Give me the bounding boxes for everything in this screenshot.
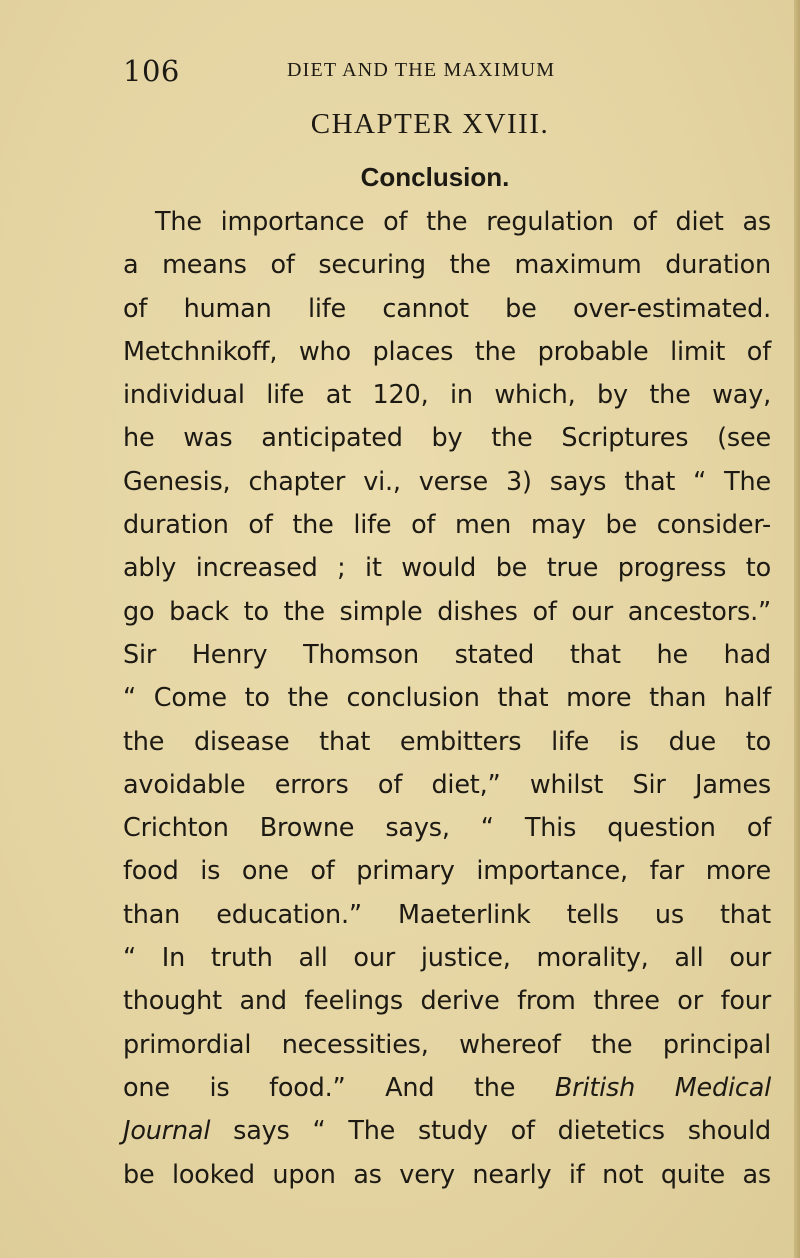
text-line: he was anticipated by the Scriptures (see: [123, 423, 771, 454]
running-head: [123, 54, 783, 94]
body-paragraph: [123, 201, 771, 1197]
page-number: 106: [123, 54, 180, 88]
text-line: Genesis, chapter vi., verse 3) says that “ The: [123, 466, 771, 497]
text-line: [123, 1110, 771, 1153]
text-line: “ In truth all our justice, morality, all our: [123, 943, 771, 974]
text-line: Sir Henry Thomson stated that he had: [123, 639, 771, 670]
text-line: of human life cannot be over-estimated.: [123, 293, 771, 324]
text-line: “ Come to the conclusion that more than half: [123, 683, 771, 714]
text-line: Metchnikoff, who places the probable limit of: [123, 336, 771, 367]
text-line: a means of securing the maximum duration: [123, 250, 771, 281]
text-line: thought and feelings derive from three or four: [123, 986, 771, 1017]
text-line: [123, 1067, 771, 1110]
text-line: individual life at 120, in which, by the way,: [123, 380, 771, 411]
running-title: DIET AND THE MAXIMUM: [287, 59, 556, 81]
journal-title-part: Journal: [123, 1116, 211, 1147]
text-line: primordial necessities, whereof the principal: [123, 1029, 771, 1060]
text-line: avoidable errors of diet,” whilst Sir James: [123, 769, 771, 800]
journal-title-part: British Medical: [554, 1072, 772, 1103]
text-line: food is one of primary importance, far more: [123, 856, 771, 887]
text-segment: says “ The study of dietetics should: [210, 1116, 771, 1147]
text-line: be looked upon as very nearly if not quite as: [123, 1159, 771, 1190]
text-line: ably increased ; it would be true progress to: [123, 553, 771, 584]
text-segment: one is food.” And the: [123, 1072, 555, 1103]
text-line: duration of the life of men may be consider-: [123, 510, 771, 541]
chapter-subtitle: Conclusion.: [360, 162, 510, 192]
text-line: Crichton Browne says, “ This question of: [123, 813, 771, 844]
text-line: go back to the simple dishes of our ancestors.”: [123, 596, 771, 627]
text-line: the disease that embitters life is due to: [123, 726, 771, 757]
text-line: than education.” Maeterlink tells us that: [123, 899, 771, 930]
chapter-heading: CHAPTER XVIII.: [310, 108, 550, 140]
text-line: The importance of the regulation of diet as: [155, 207, 771, 237]
